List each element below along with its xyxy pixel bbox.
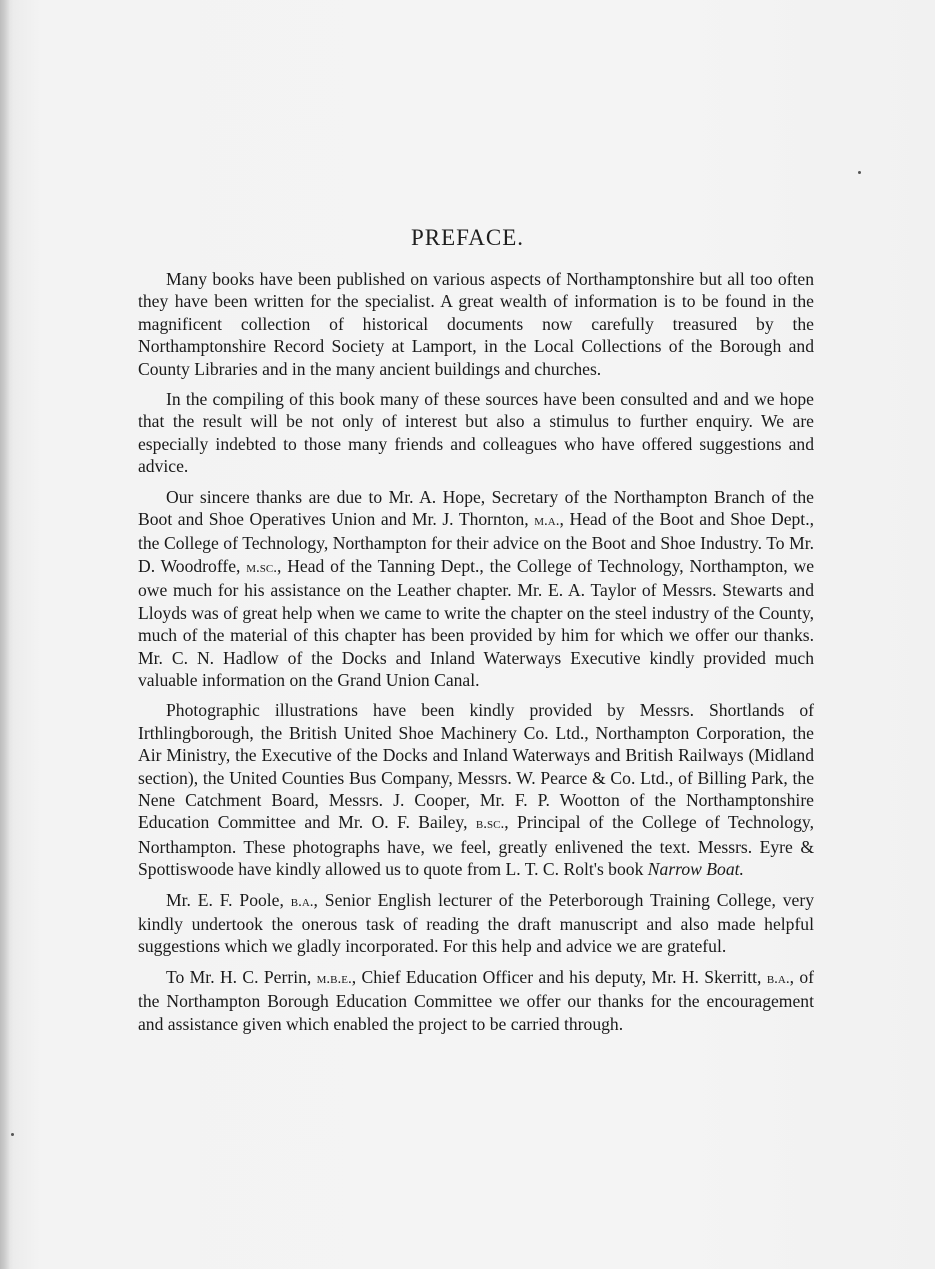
degree-abbreviation: b.sc. <box>475 816 505 833</box>
text-segment: , of the Northampton Borough Education Committee we offer our thanks for the encouragement and assistance given which enabled the project to be carried through. <box>138 966 814 1034</box>
page-binding-shadow <box>0 0 10 1269</box>
text-segment: To Mr. H. C. Perrin, <box>166 966 317 987</box>
text-segment: , Chief Education Officer and his deputy, Mr. H. Skerritt, <box>351 966 767 987</box>
degree-abbreviation: b.a. <box>766 970 790 987</box>
text-segment: Many books have been published on various aspects of Northamptonshire but all too often they have been written for the specialist. A great wealth of information is to be found in the magnificent collection of historical documents now carefully treasured by the Northamptonshire Record Society at Lamport, in the Local Collections of the Borough and County Libraries and in the many ancient buildings and churches. <box>138 269 814 379</box>
text-segment: Photographic illustrations have been kindly provided by Messrs. Shortlands of Irthlingborough, the British United Shoe Machinery Co. Ltd., Northampton Corporation, the Air Ministry, the Executive of the Docks and Inland Waterways and British Railways (Midland section), the United Counties Bus Company, Messrs. W. Pearce & Co. Ltd., of Billing Park, the Nene Catchment Board, Messrs. J. Cooper, Mr. F. P. Wootton of the Northamptonshire Education Committee and Mr. O. F. Bailey, <box>138 700 814 833</box>
text-segment: Mr. E. F. Poole, <box>166 889 291 910</box>
text-segment: , Principal of the College of Technology, Northampton. These photographs have, we feel, greatly enlivened the text. Messrs. Eyre & Spottiswoode have kindly allowed us to quote from L. T. C. Rolt's book <box>138 812 814 880</box>
text-segment: , Head of the Tanning Dept., the College of Technology, Northampton, we owe much for his assistance on the Leather chapter. Mr. E. A. Taylor of Messrs. Stewarts and Lloyds was of great help when we came to write the chapter on the steel industry of the County, much of the material of this chapter has been provided by him for which we offer our thanks. Mr. C. N. Hadlow of the Docks and Inland Waterways Executive kindly provided much valuable information on the Grand Union Canal. <box>138 555 815 690</box>
text-segment: , Senior English lecturer of the Peterborough Training College, very kindly undertook the onerous task of reading the draft manuscript and also made helpful suggestions which we gladly incorporated. For this help and advice we are grateful. <box>138 889 814 957</box>
body-text <box>138 268 814 1043</box>
paragraph <box>138 268 814 380</box>
paragraph <box>138 486 814 692</box>
degree-abbreviation: m.a. <box>534 513 560 530</box>
paragraph <box>138 699 814 880</box>
paragraph <box>138 388 814 478</box>
paper-speck <box>11 1133 14 1136</box>
degree-abbreviation: m.sc. <box>246 559 278 576</box>
text-segment: , Head of the Boot and Shoe Dept., the College of Technology, Northampton for their advice on the Boot and Shoe Industry. To Mr. D. Woodroffe, <box>138 509 814 576</box>
paragraph <box>138 966 814 1035</box>
text-segment: In the compiling of this book many of these sources have been consulted and and we hope that the result will be not only of interest but also a stimulus to further enquiry. We are especially indebted to those many friends and colleagues who have offered suggestions and advice. <box>138 389 814 477</box>
page-title: PREFACE. <box>410 225 525 250</box>
paper-speck <box>858 171 861 174</box>
book-title: Narrow Boat. <box>647 859 744 880</box>
degree-abbreviation: b.a. <box>290 893 314 910</box>
text-segment: Our sincere thanks are due to Mr. A. Hope, Secretary of the Northampton Branch of the Boot and Shoe Operatives Union and Mr. J. Thornton, <box>138 486 814 530</box>
degree-abbreviation: m.b.e. <box>316 970 352 987</box>
paragraph <box>138 889 814 958</box>
